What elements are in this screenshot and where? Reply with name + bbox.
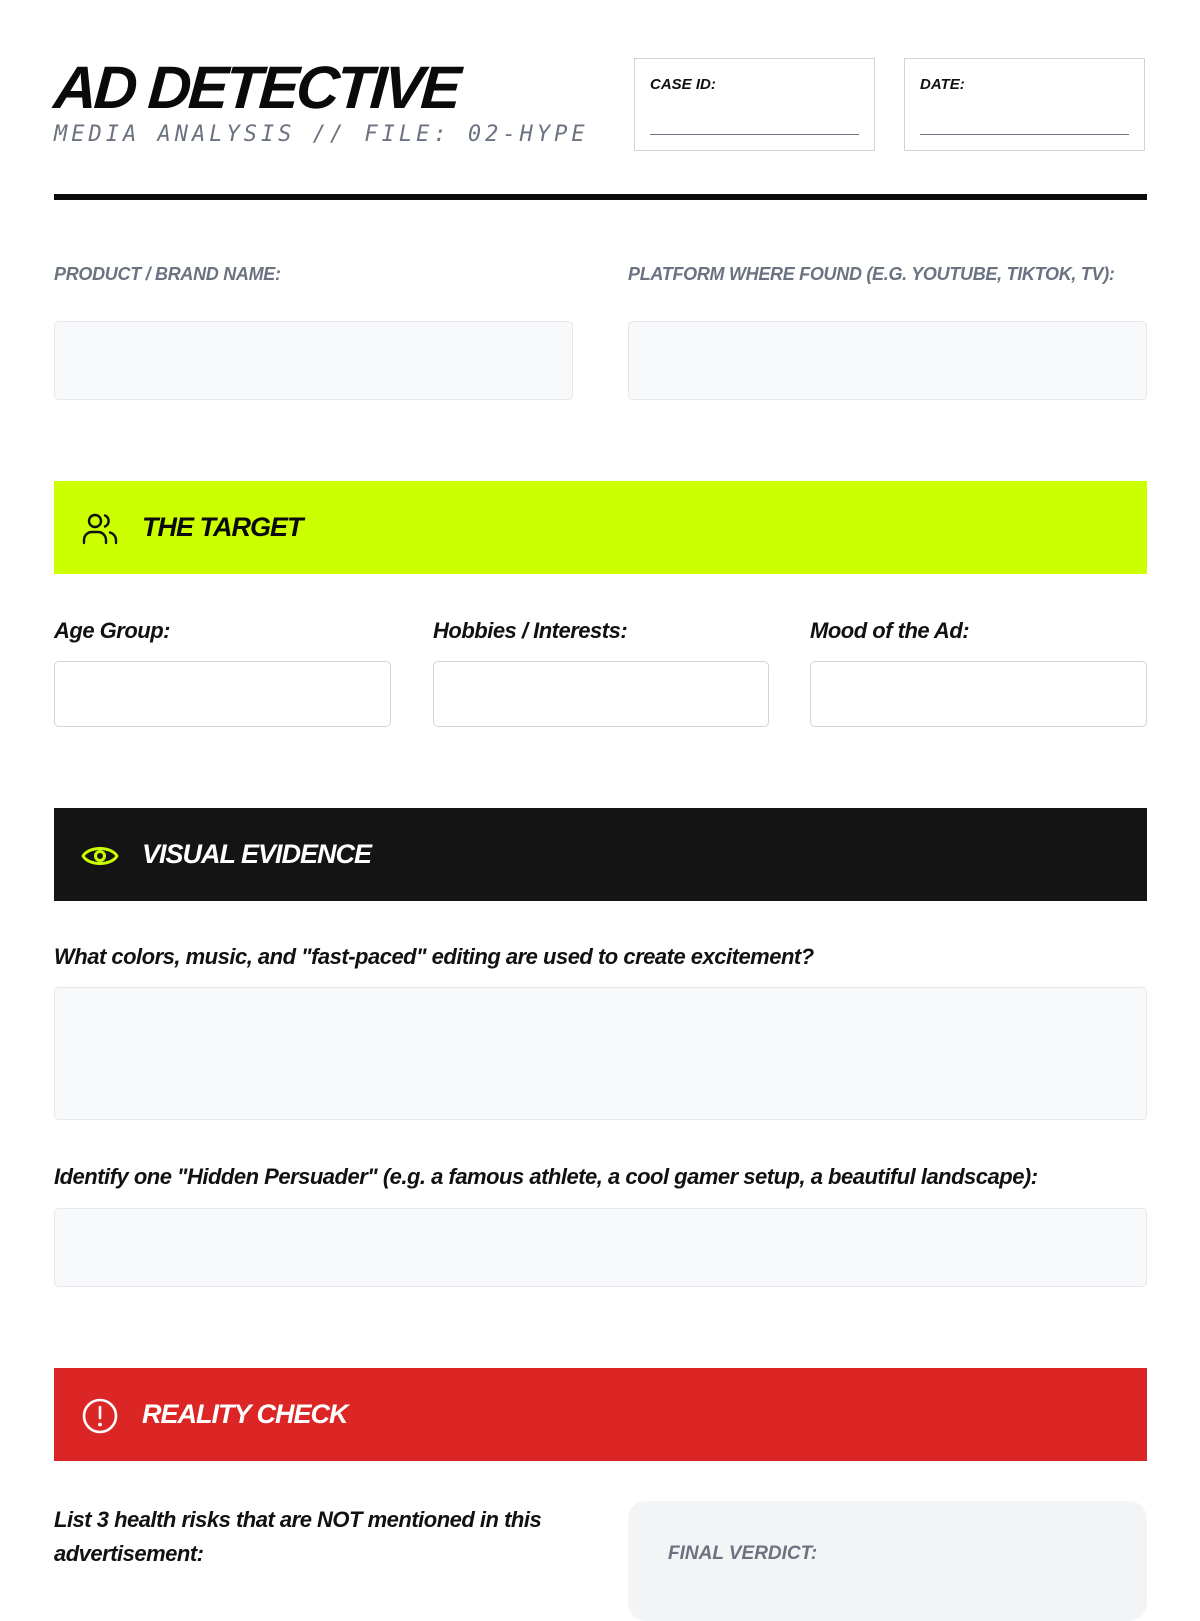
date-box[interactable] <box>904 58 1145 151</box>
date-line <box>920 134 1129 135</box>
product-field[interactable] <box>54 321 573 400</box>
platform-label: PLATFORM WHERE FOUND (E.G. YOUTUBE, TIKTOK, TV): <box>628 264 1115 284</box>
section-target-header <box>54 481 1147 574</box>
case-id-box[interactable] <box>634 58 875 151</box>
visual-answer-1[interactable] <box>54 987 1147 1120</box>
section-visual-header <box>54 808 1147 901</box>
page-subtitle: MEDIA ANALYSIS // FILE: 02-HYPE <box>54 122 589 147</box>
users-icon <box>80 509 120 549</box>
alert-circle-icon <box>80 1396 120 1436</box>
eye-icon <box>80 836 120 876</box>
section-target-title: THE TARGET <box>142 512 303 542</box>
platform-field[interactable] <box>628 321 1147 400</box>
section-reality-title: REALITY CHECK <box>142 1399 348 1429</box>
visual-answer-2[interactable] <box>54 1208 1147 1287</box>
hobbies-label: Hobbies / Interests: <box>433 618 628 643</box>
hobbies-field[interactable] <box>433 661 769 727</box>
header <box>51 54 1147 198</box>
date-label: DATE: <box>920 76 965 93</box>
header-divider <box>54 194 1147 200</box>
visual-question-1: What colors, music, and "fast-paced" editing are used to create excitement? <box>54 944 814 969</box>
mood-label: Mood of the Ad: <box>810 618 970 643</box>
final-verdict-label: FINAL VERDICT: <box>668 1543 818 1564</box>
section-reality-header <box>54 1368 1147 1461</box>
visual-question-2: Identify one "Hidden Persuader" (e.g. a famous athlete, a cool gamer setup, a beautiful landscape): <box>54 1164 1038 1189</box>
case-id-line <box>650 134 859 135</box>
case-id-label: CASE ID: <box>650 76 716 93</box>
product-label: PRODUCT / BRAND NAME: <box>54 264 281 284</box>
page-title: AD DETECTIVE <box>51 54 461 121</box>
mood-field[interactable] <box>810 661 1147 727</box>
age-group-field[interactable] <box>54 661 391 727</box>
final-verdict-card[interactable] <box>628 1501 1147 1621</box>
reality-question: List 3 health risks that are NOT mentioned in this advertisement: <box>54 1507 542 1566</box>
age-group-label: Age Group: <box>54 618 170 643</box>
section-visual-title: VISUAL EVIDENCE <box>142 839 372 869</box>
